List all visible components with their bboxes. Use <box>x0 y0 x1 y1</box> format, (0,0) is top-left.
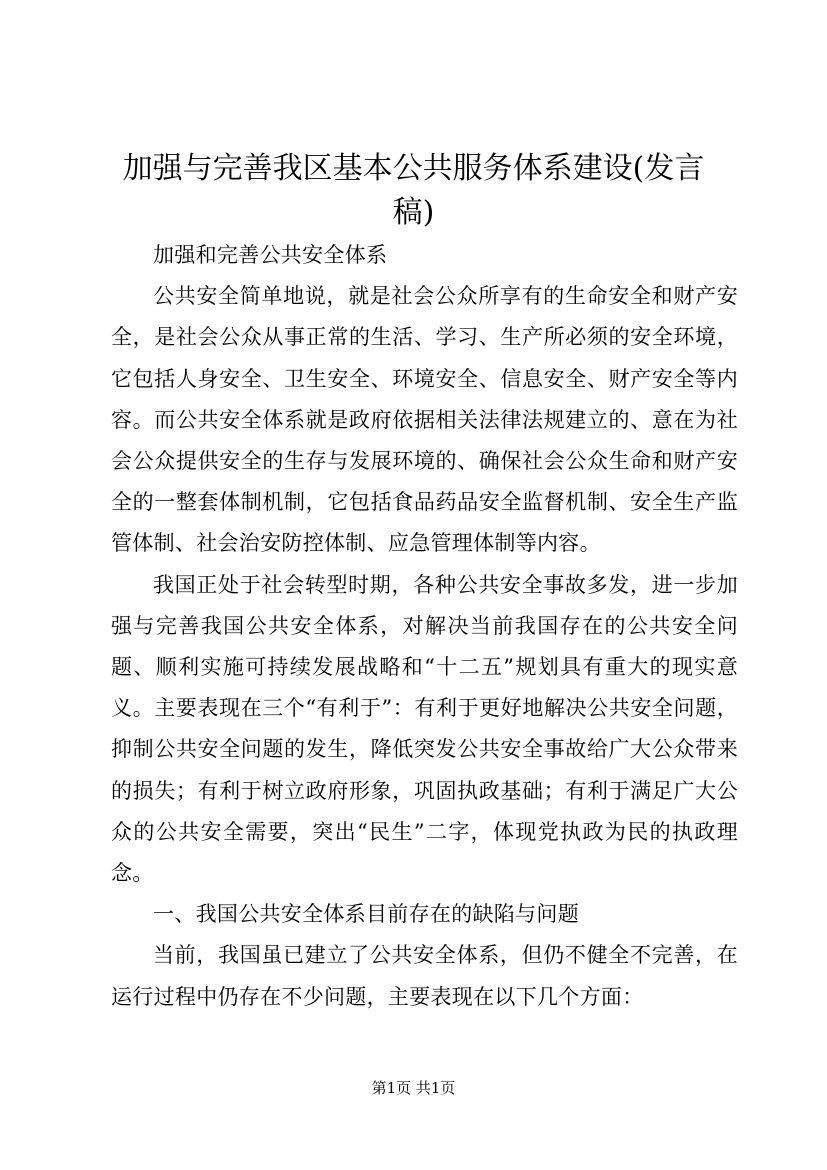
section-heading-public-safety: 加强和完善公共安全体系 <box>153 243 388 267</box>
paragraph-current-status: 当前，我国虽已建立了公共安全体系，但仍不健全不完善，在运行过程中仍存在不少问题，主要表现在以下几个方面： <box>111 943 738 1009</box>
paragraph-definition: 公共安全简单地说，就是社会公众所享有的生命安全和财产安全，是社会公众从事正常的生活、学习、生产所必须的安全环境，它包括人身安全、卫生安全、环境安全、信息安全、财产安全等内容。而公共安全体系就是政府依据相关法律法规建立的、意在为社会公众提供安全的生存与发展环境的、确保社会公众生命和财产安全的一整套体制机制，它包括食品药品安全监督机制、安全生产监管体制、社会治安防控体制、应急管理体制等内容。 <box>111 284 738 556</box>
document-title: 加强与完善我区基本公共服务体系建设(发言稿) <box>122 151 705 230</box>
paragraph-significance: 我国正处于社会转型时期，各种公共安全事故多发，进一步加强与完善我国公共安全体系，对解决当前我国存在的公共安全问题、顺利实施可持续发展战略和“十二五”规划具有重大的现实意义。主要表现在三个“有利于”：有利于更好地解决公共安全问题，抑制公共安全问题的发生，降低突发公共安全事故给广大公众带来的损失；有利于树立政府形象，巩固执政基础；有利于满足广大公众的公共安全需要，突出“民生”二字，体现党执政为民的执政理念。 <box>111 572 738 886</box>
document-body <box>111 235 738 1018</box>
page-footer: 第1页 共1页 <box>371 1079 456 1097</box>
section-heading-problems: 一、我国公共安全体系目前存在的缺陷与问题 <box>153 902 579 927</box>
